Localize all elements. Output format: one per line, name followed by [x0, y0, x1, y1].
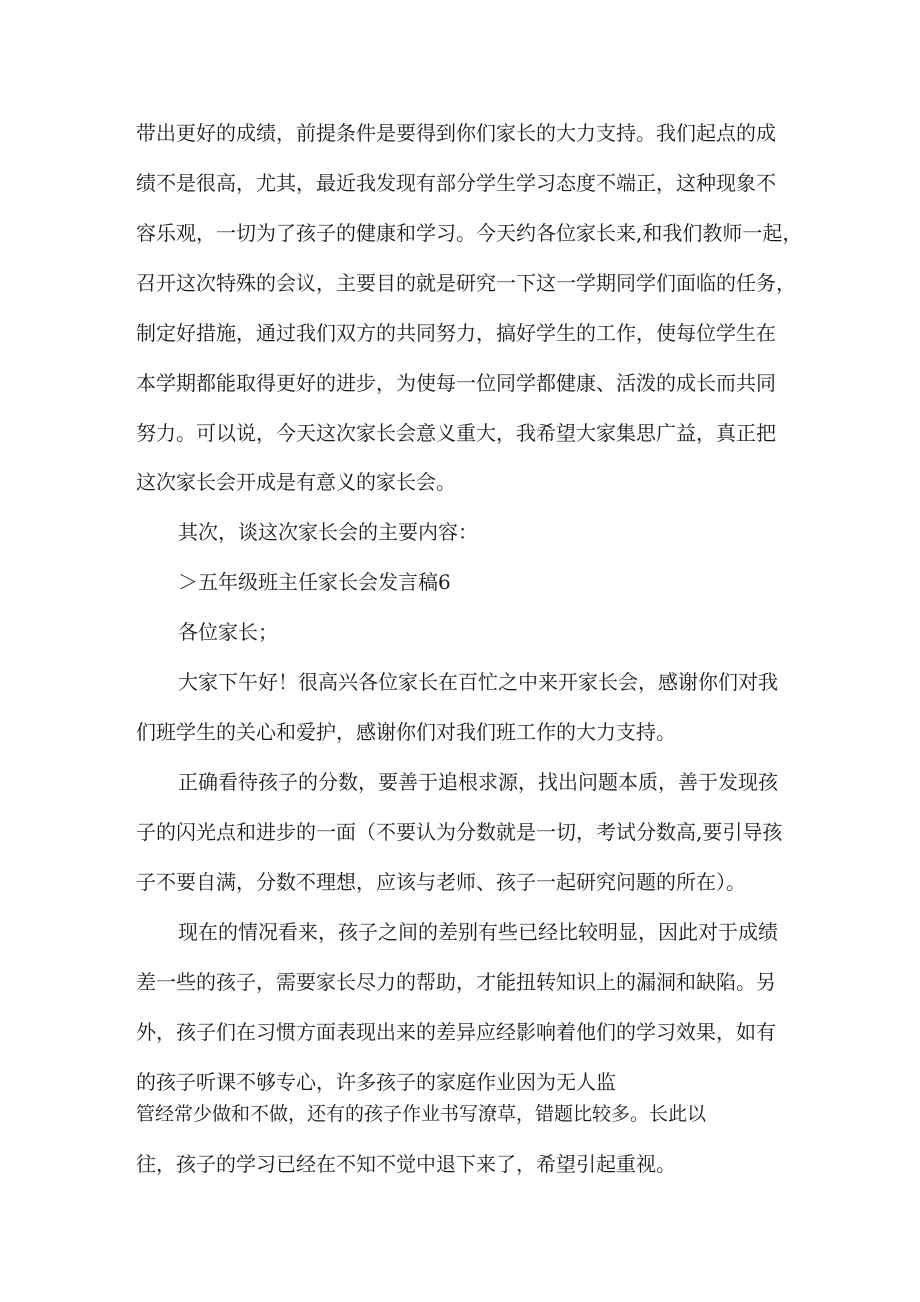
paragraph-line: 管经常少做和不做，还有的孩子作业书写潦草，错题比较多。长此以 — [136, 1103, 707, 1125]
paragraph-line: 召开这次特殊的会议，主要目的就是研究一下这一学期同学们面临的任务， — [136, 271, 796, 295]
paragraph-line: 差一些的孩子，需要家长尽力的帮助，才能扭转知识上的漏洞和缺陷。另 — [136, 970, 776, 994]
paragraph-line: 往，孩子的学习已经在不知不觉中退下来了，希望引起重视。 — [136, 1152, 676, 1176]
paragraph-line: 努力。可以说，今天这次家长会意义重大，我希望大家集思广益，真正把 — [136, 421, 776, 445]
paragraph-line: 外，孩子们在习惯方面表现出来的差异应经影响着他们的学习效果，如有 — [136, 1020, 776, 1044]
paragraph-line: 带出更好的成绩，前提条件是要得到你们家长的大力支持。我们起点的成 — [136, 121, 776, 145]
paragraph-line: 子不要自满，分数不理想，应该与老师、孩子一起研究问题的所在）。 — [136, 870, 746, 894]
paragraph-line: 们班学生的关心和爱护，感谢你们对我们班工作的大力支持。 — [136, 720, 676, 744]
paragraph-line: 的孩子听课不够专心，许多孩子的家庭作业因为无人监 — [136, 1070, 616, 1094]
paragraph-line: 子的闪光点和进步的一面（不要认为分数就是一切，考试分数高,要引导孩 — [136, 820, 783, 844]
paragraph-line: 本学期都能取得更好的进步，为使每一位同学都健康、活泼的成长而共同 — [136, 371, 776, 395]
paragraph-line: 容乐观，一切为了孩子的健康和学习。今天约各位家长来,和我们教师一起， — [136, 221, 803, 245]
paragraph-line: 制定好措施，通过我们双方的共同努力，搞好学生的工作，使每位学生在 — [136, 321, 776, 345]
salutation-line: 各位家长； — [178, 620, 278, 644]
paragraph-line: 绩不是很高，尤其，最近我发现有部分学生学习态度不端正，这种现象不 — [136, 171, 776, 195]
section-heading: ＞五年级班主任家长会发言稿6 — [178, 570, 451, 594]
paragraph-line: 这次家长会开成是有意义的家长会。 — [136, 470, 456, 494]
paragraph-line: 大家下午好！很高兴各位家长在百忙之中来开家长会，感谢你们对我 — [178, 670, 778, 694]
section-intro-line: 其次，谈这次家长会的主要内容： — [178, 520, 478, 544]
paragraph-line: 现在的情况看来，孩子之间的差别有些已经比较明显，因此对于成绩 — [178, 920, 778, 944]
paragraph-line: 正确看待孩子的分数，要善于追根求源，找出问题本质，善于发现孩 — [178, 770, 778, 794]
